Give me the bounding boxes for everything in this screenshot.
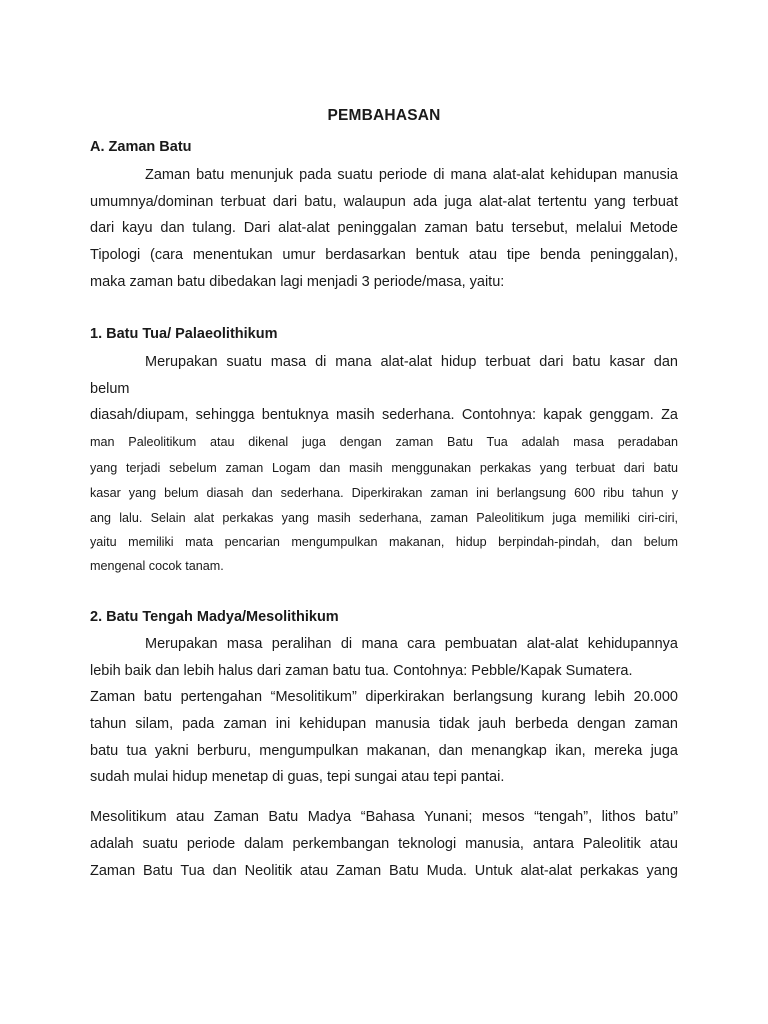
section-1-line-4: man Paleolitikum atau dikenal juga dengan zaman Batu Tua adalah masa peradaban [90,435,678,449]
section-1-line-2: belum [90,381,130,397]
section-2-line-1: Merupakan masa peralihan di mana cara pembuatan alat-alat kehidupannya [145,636,678,652]
section-1-line-7: ang lalu. Selain alat perkakas yang masih sederhana, zaman Paleolitikum juga memiliki ciri-ciri, [90,511,678,525]
section-a-line-1: Zaman batu menunjuk pada suatu periode di mana alat-alat kehidupan manusia [145,167,678,183]
page-title: PEMBAHASAN [327,107,441,124]
section-a-heading: A. Zaman Batu [90,139,192,155]
section-a-line-2: umumnya/dominan terbuat dari batu, walaupun ada juga alat-alat tertentu yang terbuat [90,194,678,210]
section-1-heading: 1. Batu Tua/ Palaeolithikum [90,326,278,342]
section-a-line-3: dari kayu dan tulang. Dari alat-alat peninggalan zaman batu tersebut, melalui Metode [90,220,678,236]
section-1-line-1: Merupakan suatu masa di mana alat-alat hidup terbuat dari batu kasar dan [145,354,678,370]
section-1-line-8: yaitu memiliki mata pencarian mengumpulkan makanan, hidup berpindah-pindah, dan belum [90,535,678,549]
section-2-p2-line-2: adalah suatu periode dalam perkembangan teknologi manusia, antara Paleolitik atau [90,836,678,852]
section-2-heading: 2. Batu Tengah Madya/Mesolithikum [90,609,339,625]
section-2-line-4: tahun silam, pada zaman ini kehidupan manusia tidak jauh berbeda dengan zaman [90,716,678,732]
section-a-line-4: Tipologi (cara menentukan umur berdasarkan bentuk atau tipe benda peninggalan), [90,247,678,263]
section-1-line-5: yang terjadi sebelum zaman Logam dan masih menggunakan perkakas yang terbuat dari batu [90,461,678,475]
section-2-p2-line-1: Mesolitikum atau Zaman Batu Madya “Bahasa Yunani; mesos “tengah”, lithos batu” [90,809,678,825]
section-a-line-5: maka zaman batu dibedakan lagi menjadi 3 periode/masa, yaitu: [90,274,505,290]
section-2-line-6: sudah mulai hidup menetap di guas, tepi sungai atau tepi pantai. [90,769,505,785]
section-2-line-3: Zaman batu pertengahan “Mesolitikum” diperkirakan berlangsung kurang lebih 20.000 [90,689,678,705]
section-2-line-2: lebih baik dan lebih halus dari zaman batu tua. Contohnya: Pebble/Kapak Sumatera. [90,663,633,679]
section-2-line-5: batu tua yakni berburu, mengumpulkan makanan, dan menangkap ikan, mereka juga [90,743,678,759]
section-1-line-6: kasar yang belum diasah dan sederhana. Diperkirakan zaman ini berlangsung 600 ribu tahun y [90,486,678,500]
section-1-line-9: mengenal cocok tanam. [90,559,224,573]
section-2-p2-line-3: Zaman Batu Tua dan Neolitik atau Zaman Batu Muda. Untuk alat-alat perkakas yang [90,863,678,879]
section-1-line-3: diasah/diupam, sehingga bentuknya masih sederhana. Contohnya: kapak genggam. Za [90,407,678,423]
